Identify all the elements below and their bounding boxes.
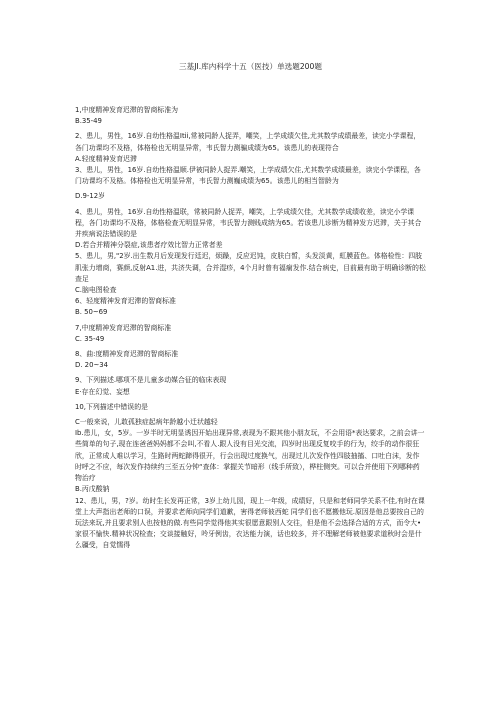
question-line: 5、患儿，男,"2岁.出生数月后发现发行廷迟，烦躁，反应迟饨，皮肤白皙，头发淡黄，虹膜蓝色。体格检性：四肢肌张力增商，赛颜,反射A1.进，共济失调，合并湿疹，4个月时曾有福痫发作.结合病史，目前最有助于明确诊断的松查足 [75,252,426,283]
document-body [75,105,426,552]
question-line: 12、患儿，男，?岁。幼时生长发再正常，3岁上幼儿园，现上一年级，成绩好，只是和老师同学关系不佳,有时在课堂上大声指出老师的口误，并要求老师向同学们道歉，害得老师彼西蛇 同学们也不愿搬他玩.原因是他总要按自己的玩法来玩,并且要求别人也按他的做.有些同学觉得他其实很愿意跟别人交往，但是他不会选择合适的方式，而令大•家很不愉快.精神状况检查；交谈接触好，呤牙例齿，衣达能力演，话也较多，并不理解老师被他要求道秋时会是什么疆受，自觉懦得 [75,496,425,550]
question-line: 1,中度精神发育迟滞的智商标准为 [75,106,179,114]
question-line: 4、患儿，男性，16岁.自幼性格温联，常被同龄人捉弄，嘲笑，上学成绩欠佳，尤其数学成绩收差，读完小学课程，各门功课均不及格，体格检查无明显异常，韦氏智力测贱成纳为65。若该患儿诊断为精神发方迟滞，关于其合并疾病说法错误的是 [75,207,422,239]
answer-line: D. 20~34 [75,361,108,370]
question-line: Ib.患儿，女，5岁。一岁半时无明显诱因开始出现异常,表现为不跟其他小朋友玩，不会用语*表达要求，之前会讲一些简单的句子,现在连爸爸妈妈都不会叫,不看人.跟人没有目光交流，四岁时出现反复咬手的行为，绞手的动作很狂欣，正常成人难以学习，生路时两蛇蹄得很开，行会出现过度换气，出现过儿次发作性四肢抽搐、口吐白沫，发作时呼之不应，每次发作持续约三至五分钟“查体：掌握关节暗形（线手所致），桦柱侧突。可以合并使用下列哪种药物治疗 [75,429,425,483]
question-line: 8、曲:度精神发育迟滞的智商标准 [75,350,179,359]
question-line: 6、轻度精神发育迟滞的智商标准 [75,297,176,306]
question-line: 10,下列描述中错误的是 [75,402,148,411]
answer-line: C. 35-49 [75,334,105,343]
answer-line: A.轻度精神发育迟滞 [75,154,137,163]
answer-line: B.丙戊酸钠 [75,485,110,494]
question-line: 3、患儿，男性，16岁.自幼性格温顺.伊被同龄人捉弄.嘲笑，上学成绩欠住,尤其数学成绩最差，读完小学课程，各门功课均不及格。体格检也无明显异常，韦氏智力测巍成绩为65。该患儿的相当智龄为 [75,166,421,186]
question-line: 7,中度精神发育迟滞的智商标准 [75,323,172,332]
question-line: 9、下列描述.哪项不是儿童多动媒合征的临床表现 [75,376,227,385]
answer-line: D.若合并精神分裂症,该患者疗效比智力正常者差 [75,241,223,250]
answer-line: C.脑电图检查 [75,286,117,295]
question-line: 2、患儿，男性，16岁.自幼性格温Itii,常被同龄人捉弄，嘲笑，上学成绩欠佳,尤其数学成绩最差，读完小学课程，各门功课均不及格，体格检也无明显异常，韦氏智力测骗成绩为65。该患儿的表现符合 [75,132,421,152]
document-title: 三基JI.库内科学十五（医技）单选题200题 [179,62,322,71]
answer-line: E·存在幻觉、妄想 [75,387,130,396]
answer-line: D.9-12岁 [75,192,106,201]
answer-line: B.35-49 [75,117,102,126]
answer-line: C一般来说，儿敢孤独症起病年龄越小迁状越轻 [75,418,218,427]
answer-line: B. 50~69 [75,308,108,317]
